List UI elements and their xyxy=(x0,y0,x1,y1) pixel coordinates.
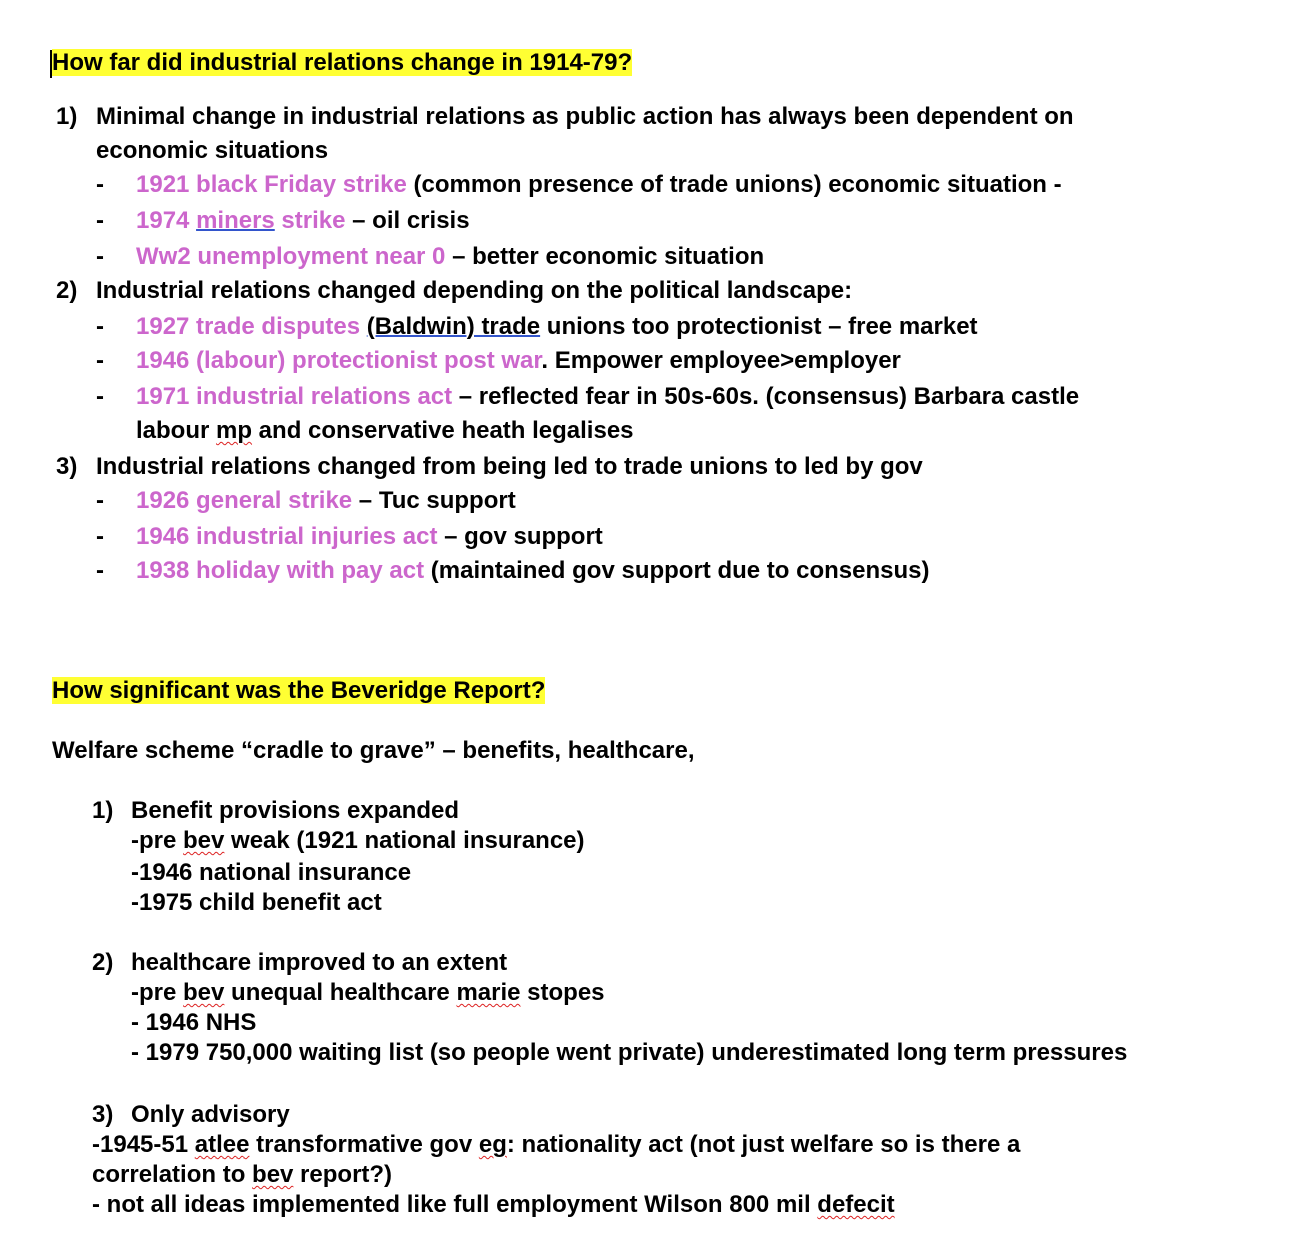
bullet-dash: - xyxy=(96,383,104,410)
point-number: 2) xyxy=(56,277,78,304)
bullet-dash: - xyxy=(96,313,104,340)
section1-heading: How far did industrial relations change in 1914-79? xyxy=(52,49,633,76)
bullet-text: 1974 miners strike – oil crisis xyxy=(136,207,470,234)
point-line: -1945-51 atlee transformative gov eg: nationality act (not just welfare so is there a xyxy=(92,1131,1021,1158)
spelling-underline: defecit xyxy=(817,1191,895,1218)
spelling-underline: bev xyxy=(183,979,225,1006)
spelling-underline: marie xyxy=(456,979,521,1006)
point-line: - not all ideas implemented like full employment Wilson 800 mil defecit xyxy=(92,1191,895,1218)
bullet-dash: - xyxy=(96,347,104,374)
point-line: -1975 child benefit act xyxy=(131,889,382,916)
spelling-underline: eg xyxy=(478,1131,507,1158)
bullet-text: 1938 holiday with pay act (maintained gov support due to consensus) xyxy=(136,557,930,584)
point-line: -pre bev weak (1921 national insurance) xyxy=(131,827,585,854)
bullet-dash: - xyxy=(96,207,104,234)
point-text: Industrial relations changed depending on the political landscape: xyxy=(96,277,853,304)
bullet-text: 1921 black Friday strike (common presence of trade unions) economic situation - xyxy=(136,171,1062,198)
point-title: Benefit provisions expanded xyxy=(131,797,460,824)
bullet-dash: - xyxy=(96,523,104,550)
point-title: healthcare improved to an extent xyxy=(131,949,508,976)
point-number: 3) xyxy=(56,453,78,480)
point-line: correlation to bev report?) xyxy=(92,1161,393,1188)
point-text: Industrial relations changed from being led to trade unions to led by gov xyxy=(96,453,923,480)
bullet-text: 1926 general strike – Tuc support xyxy=(136,487,516,514)
section2-heading: How significant was the Beveridge Report? xyxy=(52,677,546,704)
bullet-text: 1927 trade disputes (Baldwin) trade unions too protectionist – free market xyxy=(136,313,978,340)
bullet-dash: - xyxy=(96,171,104,198)
point-text: Minimal change in industrial relations as public action has always been dependent on xyxy=(96,103,1074,130)
spelling-underline: mp xyxy=(216,417,253,444)
point-title: Only advisory xyxy=(131,1101,290,1128)
grammar-underline: (Baldwin) trade xyxy=(366,313,541,340)
point-text: economic situations xyxy=(96,137,329,164)
bullet-text: Ww2 unemployment near 0 – better economic situation xyxy=(136,243,765,270)
bullet-dash: - xyxy=(96,243,104,270)
point-number: 1) xyxy=(92,797,114,824)
point-line: - 1946 NHS xyxy=(131,1009,257,1036)
bullet-text: 1946 industrial injuries act – gov support xyxy=(136,523,603,550)
bullet-dash: - xyxy=(96,557,104,584)
bullet-dash: - xyxy=(96,487,104,514)
point-line: - 1979 750,000 waiting list (so people went private) underestimated long term pressures xyxy=(131,1039,1128,1066)
point-line: -pre bev unequal healthcare marie stopes xyxy=(131,979,605,1006)
point-number: 1) xyxy=(56,103,78,130)
spelling-underline: bev xyxy=(252,1161,294,1188)
intro-text: Welfare scheme “cradle to grave” – benefits, healthcare, xyxy=(52,737,695,764)
grammar-underline: miners xyxy=(196,207,275,234)
bullet-text: 1971 industrial relations act – reflected fear in 50s-60s. (consensus) Barbara castle xyxy=(136,383,1080,410)
spelling-underline: bev xyxy=(183,827,225,854)
bullet-text-continued: labour mp and conservative heath legalises xyxy=(136,417,634,444)
spelling-underline: atlee xyxy=(194,1131,250,1158)
point-number: 3) xyxy=(92,1101,114,1128)
bullet-text: 1946 (labour) protectionist post war. Empower employee>employer xyxy=(136,347,901,374)
point-number: 2) xyxy=(92,949,114,976)
point-line: -1946 national insurance xyxy=(131,859,412,886)
